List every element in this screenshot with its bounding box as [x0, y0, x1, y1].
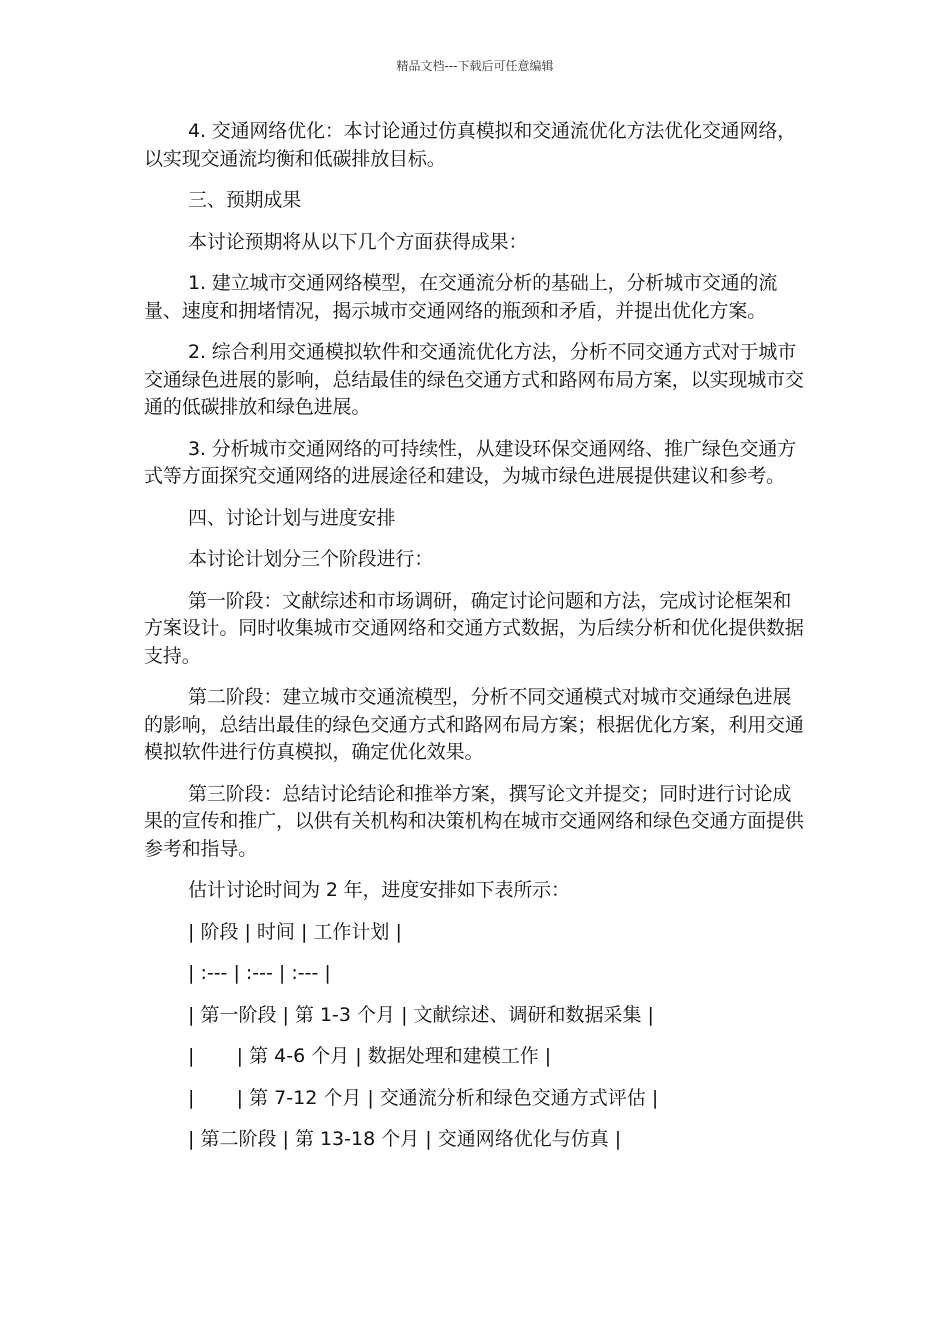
table-align-line: | :--- | :--- | :--- | — [188, 962, 331, 984]
paragraph-phase-1: 第一阶段：文献综述和市场调研，确定讨论问题和方法，完成讨论框架和方案设计。同时收集城市交通网络和交通方式数据，为后续分析和优化提供数据支持。 — [144, 589, 804, 667]
paragraph-result-2: 2. 综合利用交通模拟软件和交通流优化方法，分析不同交通方式对于城市交通绿色进展的影响，总结最佳的绿色交通方式和路网布局方案，以实现城市交通的低碳排放和绿色进展。 — [144, 341, 804, 418]
table-row: | | 第 4-6 个月 | 数据处理和建模工作 | — [188, 1045, 552, 1067]
table-row: | 第二阶段 | 第 13-18 个月 | 交通网络优化与仿真 | — [188, 1128, 622, 1150]
paragraph-phase-2: 第二阶段：建立城市交通流模型，分析不同交通模式对城市交通绿色进展的影响，总结出最佳的绿色交通方式和路网布局方案；根据优化方案，利用交通模拟软件进行仿真模拟，确定优化效果。 — [144, 686, 804, 763]
paragraph-network-optimization: 4. 交通网络优化：本讨论通过仿真模拟和交通流优化方法优化交通网络，以实现交通流均衡和低碳排放目标。 — [144, 120, 797, 170]
table-row: | 第一阶段 | 第 1-3 个月 | 文献综述、调研和数据采集 | — [188, 1003, 654, 1026]
table-row: | | 第 7-12 个月 | 交通流分析和绿色交通方式评估 | — [188, 1086, 659, 1109]
paragraph-result-3: 3. 分析城市交通网络的可持续性，从建设环保交通网络、推广绿色交通方式等方面探究交通网络的进展途径和建设，为城市绿色进展提供建议和参考。 — [144, 437, 797, 487]
paragraph-plan-intro: 本讨论计划分三个阶段进行： — [188, 548, 434, 570]
table-header-line: | 阶段 | 时间 | 工作计划 | — [188, 920, 402, 943]
paragraph-schedule-intro: 估计讨论时间为 2 年，进度安排如下表所示： — [188, 879, 570, 901]
page-header: 精品文档---下载后可任意编辑 — [396, 59, 554, 73]
paragraph-results-intro: 本讨论预期将从以下几个方面获得成果： — [188, 230, 528, 253]
paragraph-result-1: 1. 建立城市交通网络模型，在交通流分析的基础上，分析城市交通的流量、速度和拥堵情况，揭示城市交通网络的瓶颈和矛盾，并提出优化方案。 — [144, 272, 778, 322]
document-body — [144, 118, 806, 1168]
paragraph-phase-3: 第三阶段：总结讨论结论和推举方案，撰写论文并提交；同时进行讨论成果的宣传和推广，以供有关机构和决策机构在城市交通网络和绿色交通方面提供参考和指导。 — [144, 782, 804, 860]
section-heading-expected-results: 三、预期成果 — [188, 189, 302, 211]
section-heading-plan: 四、讨论计划与进度安排 — [188, 506, 396, 529]
